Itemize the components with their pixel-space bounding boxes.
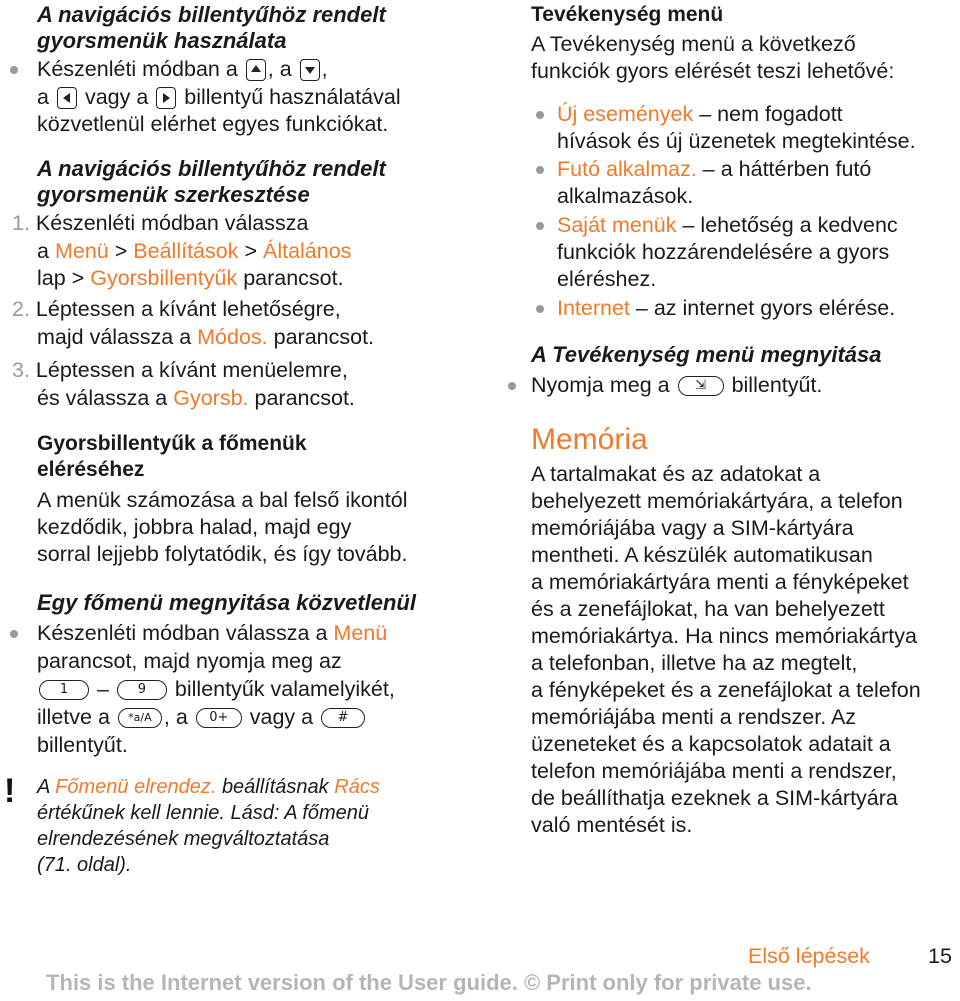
paragraph-line: sorral lejjebb folytatódik, és így tovább. (37, 542, 408, 566)
paragraph-line: kezdődik, jobbra halad, majd egy (37, 515, 352, 539)
text: – az internet gyors elérése. (635, 296, 896, 320)
bullet-open-menu-line1 (37, 620, 387, 647)
paragraph-activity-menu (531, 31, 894, 85)
paragraph-line: és a zenefájlokat, ha van behelyezett (531, 597, 885, 621)
bullet-dot (536, 166, 544, 174)
text: és válassza a (37, 386, 168, 410)
step-3 (12, 357, 348, 384)
paragraph-line: üzeneteket és a kapcsolatok adatait a (531, 732, 891, 756)
nav-left-key-icon (57, 87, 77, 109)
text: vagy a (84, 85, 149, 109)
bullet-open-menu-line3 (37, 676, 395, 703)
heading-activity-menu: Tevékenység menü (531, 3, 724, 26)
step-number: 1. (12, 211, 30, 235)
heading-open-activity-menu: A Tevékenység menü megnyitása (531, 342, 882, 367)
text: alkalmazások. (557, 184, 694, 208)
grid-term: Rács (334, 776, 380, 798)
text: – nem fogadott (699, 102, 843, 126)
paragraph-line: memóriakártya. Ha nincs memóriakártya (531, 624, 917, 648)
nav-up-key-icon (246, 59, 266, 81)
key-1-icon: 1 (39, 680, 89, 700)
nav-down-key-icon (300, 59, 320, 81)
paragraph-line: A Tevékenység menü a következő (531, 32, 856, 56)
menu-term: Menü (333, 621, 388, 645)
paragraph-line: funkciók gyors elérését teszi lehetővé: (531, 59, 895, 83)
paragraph-line: való mentését is. (531, 813, 693, 837)
paragraph-line: de beállíthatja ezeknek a SIM-kártyára (531, 786, 898, 810)
bullet-open-activity-menu (531, 372, 822, 399)
paragraph-line: memóriájába menti a rendszer. Az (531, 705, 857, 729)
list-item-internet (557, 295, 895, 322)
text: lap > (37, 266, 85, 290)
general-term: Általános (262, 239, 352, 263)
settings-term: Beállítások (133, 239, 239, 263)
running-apps-term: Futó alkalmaz. (557, 157, 697, 181)
heading-nav-shortcuts-edit (37, 156, 386, 208)
heading-open-main-menu: Egy főmenü megnyitása közvetlenül (37, 590, 416, 615)
text: a (37, 239, 49, 263)
text: > (244, 239, 257, 263)
paragraph-line: memóriájába vagy a SIM-kártyára (531, 516, 854, 540)
new-events-term: Új események (557, 102, 694, 126)
paragraph-memory (531, 461, 921, 839)
key-0-icon: 0+ (196, 708, 242, 728)
heading-main-menu-shortcuts (37, 431, 307, 483)
watermark: This is the Internet version of the User guide. © Print only for private use. (46, 970, 812, 995)
nav-right-key-icon (156, 87, 176, 109)
step-1 (12, 210, 308, 237)
text: beállításnak (221, 776, 329, 798)
text: parancsot. (273, 325, 375, 349)
list-item-running-apps (557, 156, 871, 210)
heading-memory: Memória (531, 423, 648, 456)
bullet-dot (536, 222, 544, 230)
bullet-open-menu-line5: billentyűt. (37, 733, 128, 757)
note-grid-layout (37, 774, 380, 878)
bullet-dot (10, 66, 18, 74)
key-star-icon: *a/A (118, 708, 162, 728)
bullet-open-menu-line2: parancsot, majd nyomja meg az (37, 649, 342, 673)
text: funkciók hozzárendelésére a gyors (557, 240, 890, 264)
bullet-dot (10, 630, 18, 638)
step-number: 3. (12, 358, 30, 382)
bullet-open-menu-line4 (37, 704, 367, 731)
step-2-line2 (37, 324, 374, 351)
list-item-new-events (557, 101, 916, 155)
heading-line: A navigációs billentyűhöz rendelt (37, 2, 386, 27)
text: – lehetőség a kedvenc (682, 213, 898, 237)
activity-key-icon: ⇲ (678, 376, 724, 396)
note-line: elrendezésének megváltoztatása (37, 828, 330, 850)
page-number: 15 (928, 944, 952, 968)
text: illetve a (37, 705, 110, 729)
paragraph-line: A menük számozása a bal felső ikontól (37, 488, 408, 512)
note-line: (71. oldal). (37, 854, 132, 876)
paragraph-line: a fényképeket és a zenefájlokat a telefon (531, 678, 921, 702)
paragraph-line: behelyezett memóriakártyára, a telefon (531, 489, 903, 513)
text: parancsot. (254, 386, 355, 410)
shortcut-term: Gyorsb. (173, 386, 249, 410)
text: billentyűt. (731, 373, 823, 397)
text: parancsot. (243, 266, 344, 290)
text: hívások és új üzenetek megtekintése. (557, 129, 916, 153)
step-2 (12, 296, 341, 323)
heading-line: A navigációs billentyűhöz rendelt (37, 156, 386, 181)
text: Léptessen a kívánt lehetőségre, (35, 297, 341, 321)
paragraph-line: A tartalmakat és az adatokat a (531, 462, 821, 486)
bullet-nav-shortcuts-line2 (37, 84, 401, 111)
paragraph-line: a memóriakártyára menti a fényképeket (531, 570, 909, 594)
bullet-dot (508, 382, 516, 390)
key-hash-icon: # (321, 708, 365, 728)
bullet-nav-shortcuts-line1 (37, 56, 328, 83)
text: billentyűk valamelyikét, (174, 677, 395, 701)
text: vagy a (249, 705, 314, 729)
text: a (37, 85, 49, 109)
step-3-line2 (37, 385, 355, 412)
menu-term: Menü (54, 239, 109, 263)
footer-section (748, 943, 870, 970)
heading-nav-shortcuts-use (37, 2, 386, 54)
text: Készenléti módban válassza a (37, 621, 328, 645)
main-menu-layout-term: Főmenü elrendez. (55, 776, 217, 798)
paragraph-menu-numbering (37, 487, 407, 568)
text: – (96, 677, 109, 701)
text: eléréshez. (557, 267, 657, 291)
heading-line: Gyorsbillentyűk a főmenük (37, 432, 307, 455)
heading-line: eléréséhez (37, 458, 145, 481)
text: A (37, 776, 50, 798)
text: , a (163, 705, 188, 729)
step-number: 2. (12, 297, 30, 321)
heading-line: gyorsmenük használata (37, 28, 287, 53)
paragraph-line: mentheti. A készülék automatikusan (531, 543, 873, 567)
warning-icon: ! (4, 772, 16, 810)
note-line (37, 774, 380, 800)
shortcuts-term: Gyorsbillentyűk (90, 266, 238, 290)
text: Léptessen a kívánt menüelemre, (35, 358, 348, 382)
my-shortcuts-term: Saját menük (557, 213, 677, 237)
text: , (321, 57, 328, 81)
edit-term: Módos. (197, 325, 268, 349)
text: Nyomja meg a (531, 373, 670, 397)
bullet-nav-shortcuts-line3: közvetlenül elérhet egyes funkciókat. (37, 112, 389, 136)
text: billentyű használatával (184, 85, 401, 109)
text: Készenléti módban válassza (35, 211, 309, 235)
step-1-line3 (37, 265, 344, 292)
text: majd válassza a (37, 325, 192, 349)
section-name: Első lépések (748, 944, 870, 968)
text: > (114, 239, 128, 263)
step-1-line2 (37, 238, 351, 265)
key-9-icon: 9 (117, 680, 167, 700)
heading-line: gyorsmenük szerkesztése (37, 182, 310, 207)
bullet-dot (536, 111, 544, 119)
internet-term: Internet (557, 296, 630, 320)
text: – a háttérben futó (702, 157, 872, 181)
text: Készenléti módban a (37, 57, 238, 81)
list-item-my-shortcuts (557, 212, 898, 293)
paragraph-line: telefon memóriájába menti a rendszer, (531, 759, 897, 783)
bullet-dot (536, 305, 544, 313)
paragraph-line: a telefonban, illetve ha az megtelt, (531, 651, 858, 675)
text: , a (267, 57, 292, 81)
note-line: értékűnek kell lennie. Lásd: A főmenü (37, 802, 370, 824)
